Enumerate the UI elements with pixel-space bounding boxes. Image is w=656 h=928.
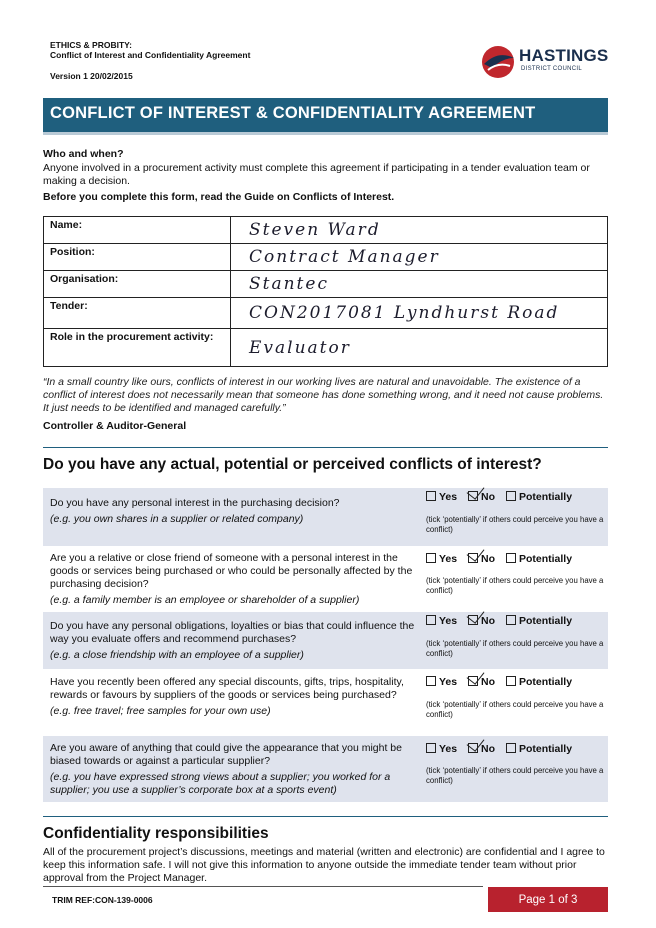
option-no[interactable]: No [468,553,495,565]
header-line-1: ETHICS & PROBITY: [50,40,133,50]
potentially-note: (tick ‘potentially’ if others could perceive you have a conflict) [426,766,604,785]
checked-checkbox-icon [468,553,478,563]
intro-text: Anyone involved in a procurement activity must complete this agreement if participating in a tender evaluation team or making a decision. [43,162,590,187]
checked-checkbox-icon [468,676,478,686]
page-number: Page 1 of 3 [488,887,608,912]
version-label: Version 1 20/02/2015 [50,71,133,81]
checked-checkbox-icon [468,491,478,501]
section-divider [43,816,608,817]
checkbox-icon [506,676,516,686]
checkbox-icon [426,676,436,686]
question-row [43,546,608,612]
question-row [43,736,608,802]
option-yes[interactable]: Yes [426,553,457,565]
potentially-note: (tick ‘potentially’ if others could perceive you have a conflict) [426,515,604,534]
option-no[interactable]: No [468,743,495,755]
question-text: Have you recently been offered any special discounts, gifts, trips, hospitality, rewards or favours by suppliers of the goods or services being purchased? [50,676,404,701]
council-logo-icon [480,44,518,80]
option-yes[interactable]: Yes [426,743,457,755]
quote-attribution: Controller & Auditor-General [43,420,187,432]
organisation-field[interactable]: Stantec [231,271,608,298]
question-row [43,669,608,736]
intro-instruction: Before you complete this form, read the Guide on Conflicts of Interest. [43,191,395,203]
checkbox-icon [426,491,436,501]
option-no[interactable]: No [468,676,495,688]
intro-heading: Who and when? [43,148,124,160]
name-label: Name: [44,217,231,244]
role-field[interactable]: Evaluator [231,329,608,367]
name-field[interactable]: Steven Ward [231,217,608,244]
question-example: (e.g. you have expressed strong views about a supplier; you worked for a supplier; you use a supplier’s corporate box at a sports event) [50,771,391,796]
checked-checkbox-icon [468,615,478,625]
potentially-note: (tick ‘potentially’ if others could perceive you have a conflict) [426,639,604,658]
position-label: Position: [44,244,231,271]
potentially-note: (tick ‘potentially’ if others could perceive you have a conflict) [426,700,604,719]
confidentiality-heading: Confidentiality responsibilities [43,825,269,842]
question-text: Do you have any personal obligations, loyalties or bias that could influence the way you evaluate offers and recommend purchases? [50,620,415,645]
footer-rule [43,886,483,887]
trim-reference: TRIM REF:CON-139-0006 [52,895,153,905]
checkbox-icon [506,491,516,501]
option-potentially[interactable]: Potentially [506,491,572,503]
question-example: (e.g. a family member is an employee or shareholder of a supplier) [50,594,360,606]
organisation-label: Organisation: [44,271,231,298]
tender-label: Tender: [44,298,231,329]
option-potentially[interactable]: Potentially [506,553,572,565]
question-text: Do you have any personal interest in the purchasing decision? [50,497,340,509]
council-subtitle: DISTRICT COUNCIL [521,66,583,72]
confidentiality-text: All of the procurement project’s discussions, meetings and material (written and electronic) are confidential and I agree to keep this information safe. I will not give this information to anyone outside the immediate tender team without prior approval from the Project Manager. [43,846,605,884]
header-line-2: Conflict of Interest and Confidentiality Agreement [50,50,251,60]
question-example: (e.g. you own shares in a supplier or related company) [50,513,304,525]
tender-field[interactable]: CON2017081 Lyndhurst Road [231,298,608,329]
option-potentially[interactable]: Potentially [506,743,572,755]
checkbox-icon [426,743,436,753]
document-header [50,40,250,60]
checkbox-icon [426,553,436,563]
option-potentially[interactable]: Potentially [506,615,572,627]
option-yes[interactable]: Yes [426,676,457,688]
question-text: Are you a relative or close friend of someone with a personal interest in the goods or services being purchased or who could be personally affected by the purchasing decision? [50,552,413,590]
checkbox-icon [426,615,436,625]
conflicts-heading: Do you have any actual, potential or perceived conflicts of interest? [43,456,542,473]
position-field[interactable]: Contract Manager [231,244,608,271]
checkbox-icon [506,553,516,563]
option-yes[interactable]: Yes [426,491,457,503]
role-label: Role in the procurement activity: [44,329,231,367]
section-divider [43,447,608,448]
details-table [43,216,608,367]
option-potentially[interactable]: Potentially [506,676,572,688]
option-yes[interactable]: Yes [426,615,457,627]
potentially-note: (tick ‘potentially’ if others could perceive you have a conflict) [426,576,604,595]
page-title: CONFLICT OF INTEREST & CONFIDENTIALITY AGREEMENT [50,104,536,122]
question-example: (e.g. free travel; free samples for your own use) [50,705,271,717]
option-no[interactable]: No [468,615,495,627]
checkbox-icon [506,743,516,753]
option-no[interactable]: No [468,491,495,503]
question-row [43,612,608,669]
question-row [43,488,608,546]
question-text: Are you aware of anything that could give the appearance that you might be biased towards or against a particular supplier? [50,742,402,767]
council-name: HASTINGS [519,46,609,65]
checked-checkbox-icon [468,743,478,753]
checkbox-icon [506,615,516,625]
auditor-quote: “In a small country like ours, conflicts of interest in our working lives are natural and unavoidable. The existence of a conflict of interest does not necessarily mean that someone has done something wrong, and it need not cause problems. It just needs to be identified and managed carefully.” [43,376,604,414]
question-example: (e.g. a close friendship with an employee of a supplier) [50,649,304,661]
